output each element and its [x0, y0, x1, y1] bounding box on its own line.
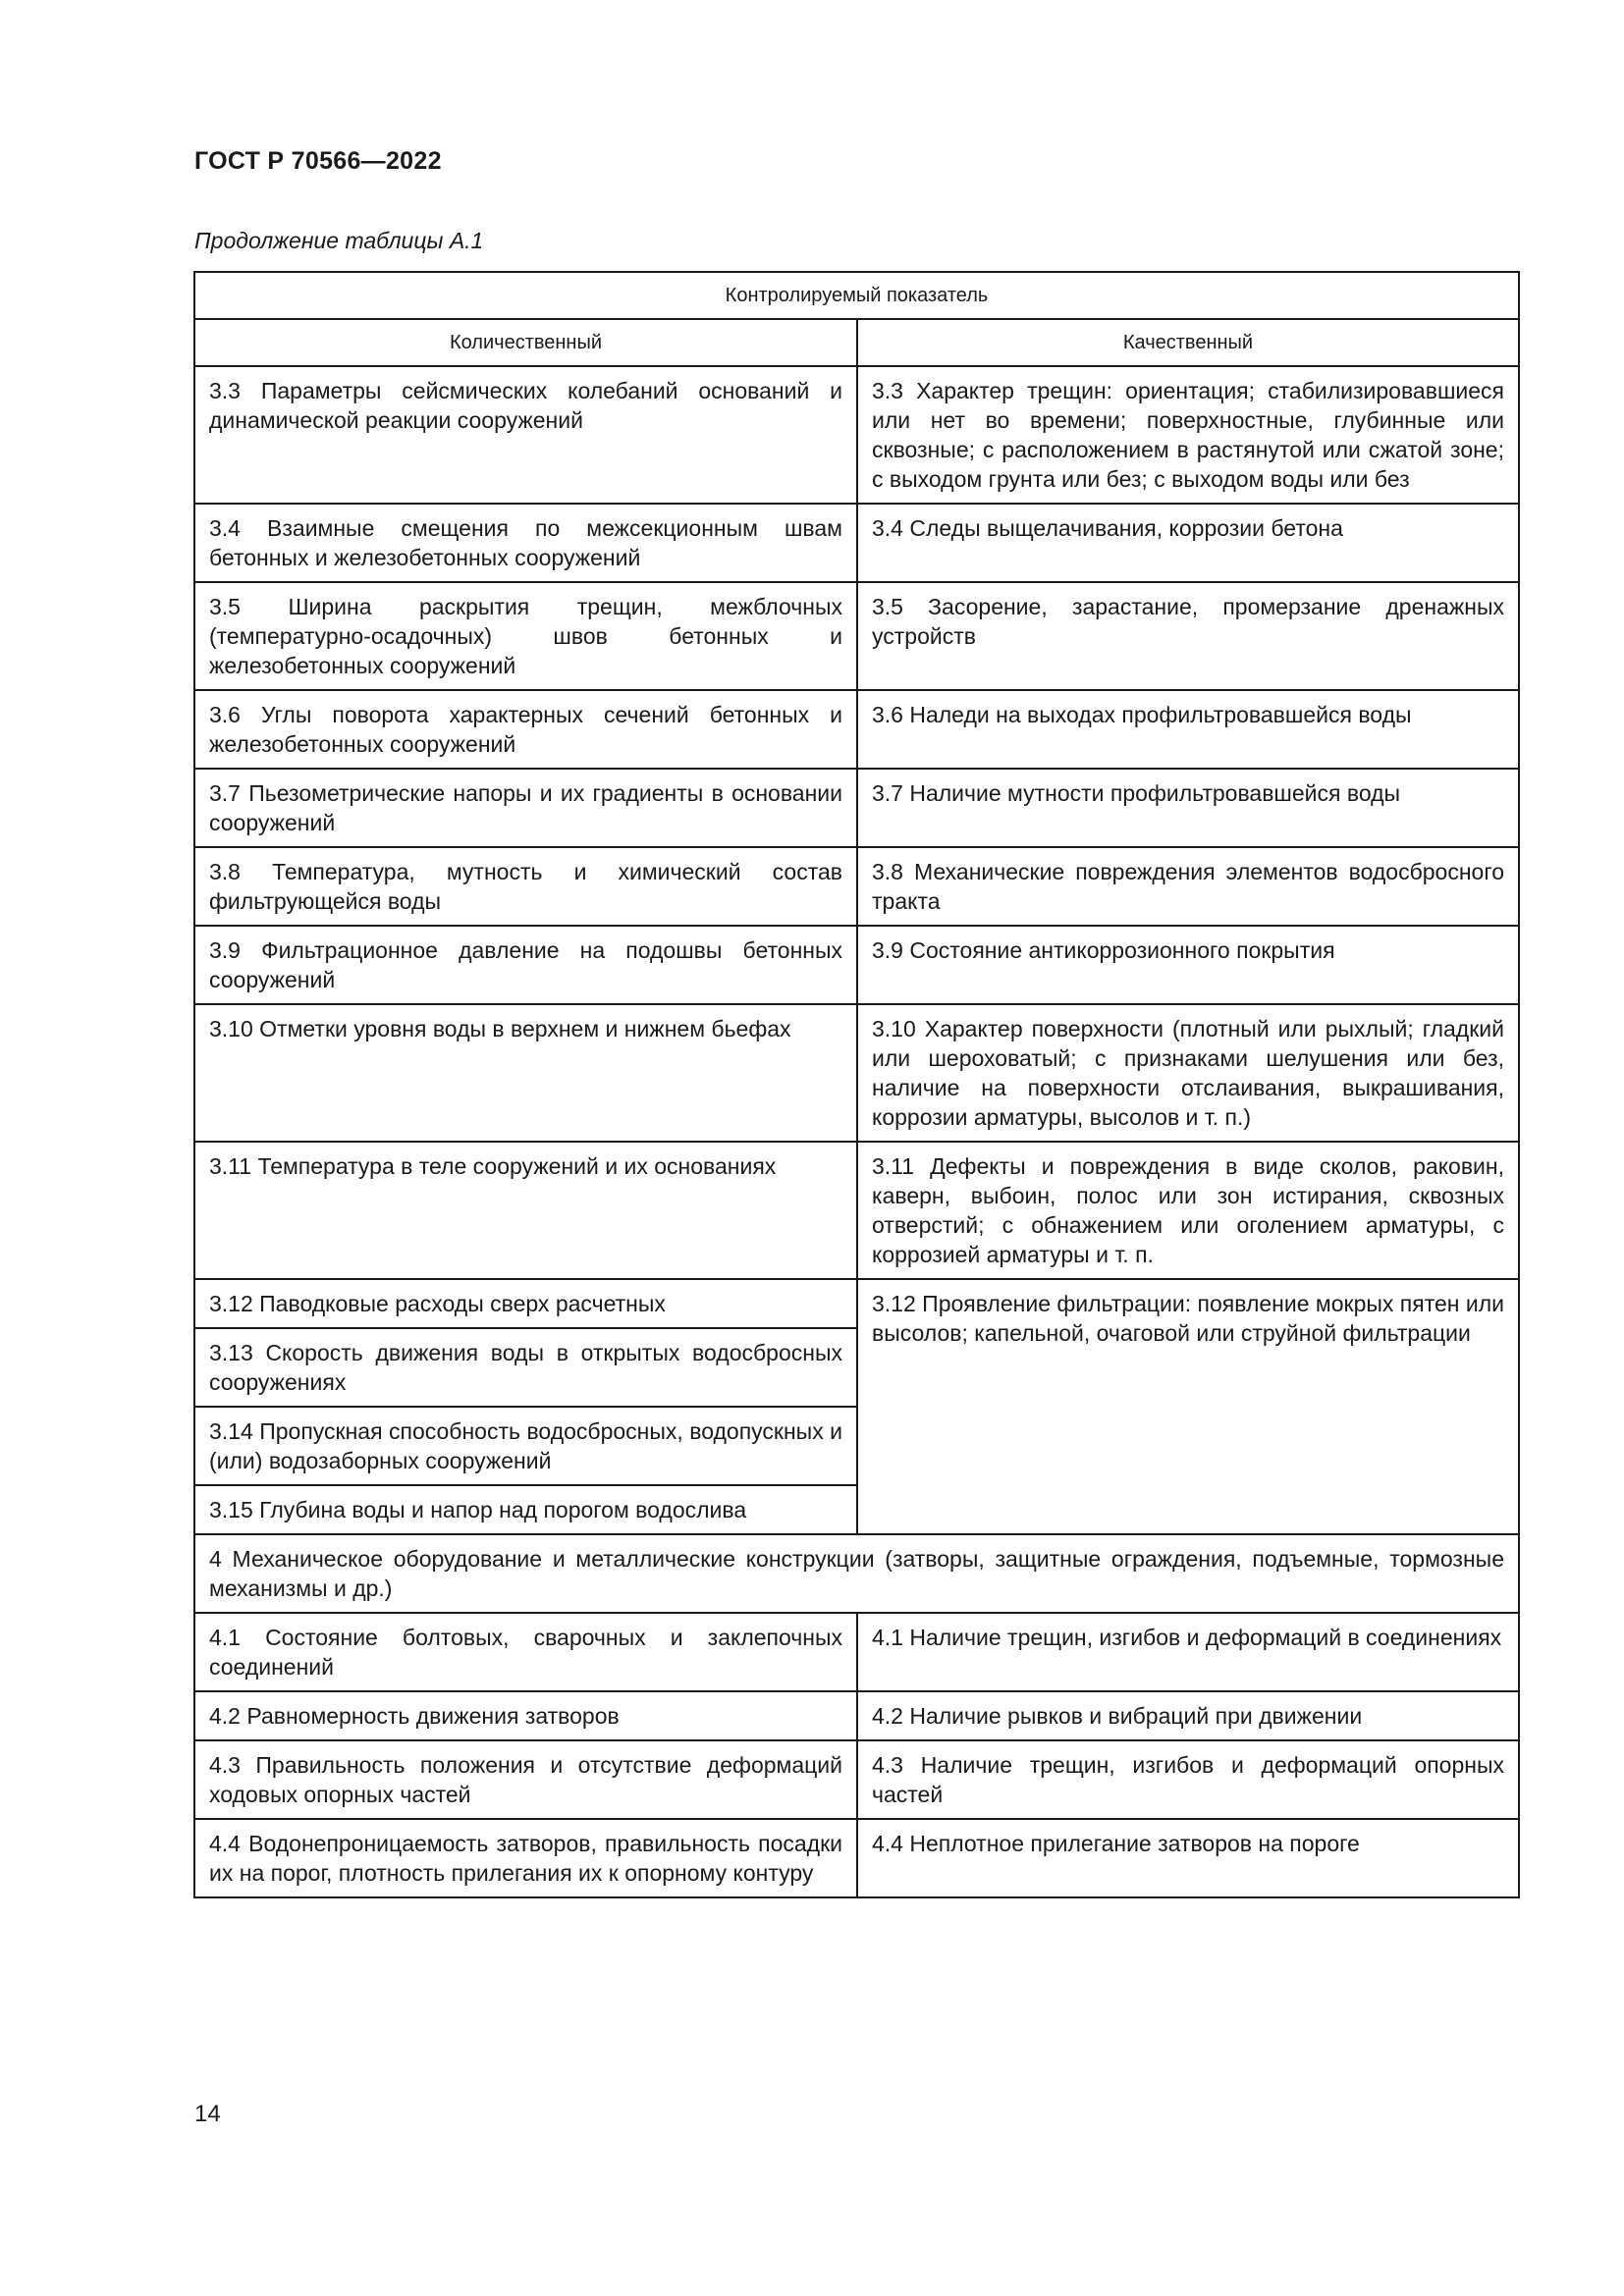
column-header-quantitative: Количественный	[194, 319, 857, 366]
table-row	[194, 1613, 1519, 1691]
column-header-qualitative: Качественный	[857, 319, 1519, 366]
quantitative-cell: 3.5 Ширина раскрытия трещин, межблочных (температурно-осадочных) швов бетонных и железобетонных сооружений	[194, 582, 857, 690]
quantitative-cell: 3.4 Взаимные смещения по межсекционным швам бетонных и железобетонных сооружений	[194, 504, 857, 582]
quantitative-cell: 3.12 Паводковые расходы сверх расчетных	[194, 1279, 857, 1328]
quantitative-cell: 3.14 Пропускная способность водосбросных, водопускных и (или) водозаборных сооружений	[194, 1407, 857, 1485]
quantitative-cell: 3.9 Фильтрационное давление на подошвы бетонных сооружений	[194, 926, 857, 1004]
quantitative-cell: 4.3 Правильность положения и отсутствие деформаций ходовых опорных частей	[194, 1740, 857, 1819]
indicators-table	[193, 271, 1520, 1898]
table-continuation-caption: Продолжение таблицы А.1	[194, 228, 484, 253]
qualitative-cell: 4.2 Наличие рывков и вибраций при движении	[857, 1691, 1519, 1740]
table-section-row	[194, 1534, 1519, 1613]
table-row	[194, 1004, 1519, 1142]
table-row	[194, 504, 1519, 582]
qualitative-cell: 3.9 Состояние антикоррозионного покрытия	[857, 926, 1519, 1004]
table-row	[194, 1819, 1519, 1897]
table-row	[194, 690, 1519, 769]
table-column-header-row	[194, 319, 1519, 366]
table-row	[194, 1279, 1519, 1328]
qualitative-merged-cell: 3.12 Проявление фильтрации: появление мокрых пятен или высолов; капельной, очаговой или струйной фильтрации	[857, 1279, 1519, 1534]
quantitative-cell: 3.8 Температура, мутность и химический состав фильтрующейся воды	[194, 847, 857, 926]
table-row	[194, 1691, 1519, 1740]
quantitative-cell: 3.6 Углы поворота характерных сечений бетонных и железобетонных сооружений	[194, 690, 857, 769]
table-row	[194, 926, 1519, 1004]
qualitative-cell: 4.1 Наличие трещин, изгибов и деформаций в соединениях	[857, 1613, 1519, 1691]
qualitative-cell: 3.6 Наледи на выходах профильтровавшейся воды	[857, 690, 1519, 769]
quantitative-cell: 4.4 Водонепроницаемость затворов, правильность посадки их на порог, плотность прилегания их к опорному контуру	[194, 1819, 857, 1897]
quantitative-cell: 4.1 Состояние болтовых, сварочных и заклепочных соединений	[194, 1613, 857, 1691]
table-row	[194, 769, 1519, 847]
qualitative-cell: 4.4 Неплотное прилегание затворов на пороге	[857, 1819, 1519, 1897]
table-group-header-row	[194, 272, 1519, 319]
qualitative-cell: 4.3 Наличие трещин, изгибов и деформаций опорных частей	[857, 1740, 1519, 1819]
quantitative-cell: 3.3 Параметры сейсмических колебаний оснований и динамической реакции сооружений	[194, 366, 857, 504]
qualitative-cell: 3.8 Механические повреждения элементов водосбросного тракта	[857, 847, 1519, 926]
table-row	[194, 366, 1519, 504]
qualitative-cell: 3.5 Засорение, зарастание, промерзание дренажных устройств	[857, 582, 1519, 690]
qualitative-cell: 3.3 Характер трещин: ориентация; стабилизировавшиеся или нет во времени; поверхностные, глубинные или сквозные; с расположением в растянутой или сжатой зоне; с выходом грунта или без; с выходом воды или без	[857, 366, 1519, 504]
table-row	[194, 1142, 1519, 1279]
page-number: 14	[194, 2101, 221, 2127]
group-header-cell: Контролируемый показатель	[194, 272, 1519, 319]
table-row	[194, 1740, 1519, 1819]
qualitative-cell: 3.11 Дефекты и повреждения в виде сколов, раковин, каверн, выбоин, полос или зон истирания, сквозных отверстий; с обнажением или оголением арматуры, с коррозией арматуры и т. п.	[857, 1142, 1519, 1279]
table-row	[194, 582, 1519, 690]
quantitative-cell: 3.15 Глубина воды и напор над порогом водослива	[194, 1485, 857, 1534]
quantitative-cell: 3.11 Температура в теле сооружений и их основаниях	[194, 1142, 857, 1279]
document-code: ГОСТ Р 70566—2022	[194, 147, 442, 175]
qualitative-cell: 3.7 Наличие мутности профильтровавшейся воды	[857, 769, 1519, 847]
quantitative-cell: 4.2 Равномерность движения затворов	[194, 1691, 857, 1740]
table-row	[194, 847, 1519, 926]
qualitative-cell: 3.10 Характер поверхности (плотный или рыхлый; гладкий или шероховатый; с признаками шелушения или без, наличие на поверхности отслаивания, выкрашивания, коррозии арматуры, высолов и т. п.)	[857, 1004, 1519, 1142]
quantitative-cell: 3.10 Отметки уровня воды в верхнем и нижнем бьефах	[194, 1004, 857, 1142]
qualitative-cell: 3.4 Следы выщелачивания, коррозии бетона	[857, 504, 1519, 582]
section-title-cell: 4 Механическое оборудование и металлические конструкции (затворы, защитные ограждения, подъемные, тормозные механизмы и др.)	[194, 1534, 1519, 1613]
quantitative-cell: 3.13 Скорость движения воды в открытых водосбросных сооружениях	[194, 1328, 857, 1407]
quantitative-cell: 3.7 Пьезометрические напоры и их градиенты в основании сооружений	[194, 769, 857, 847]
